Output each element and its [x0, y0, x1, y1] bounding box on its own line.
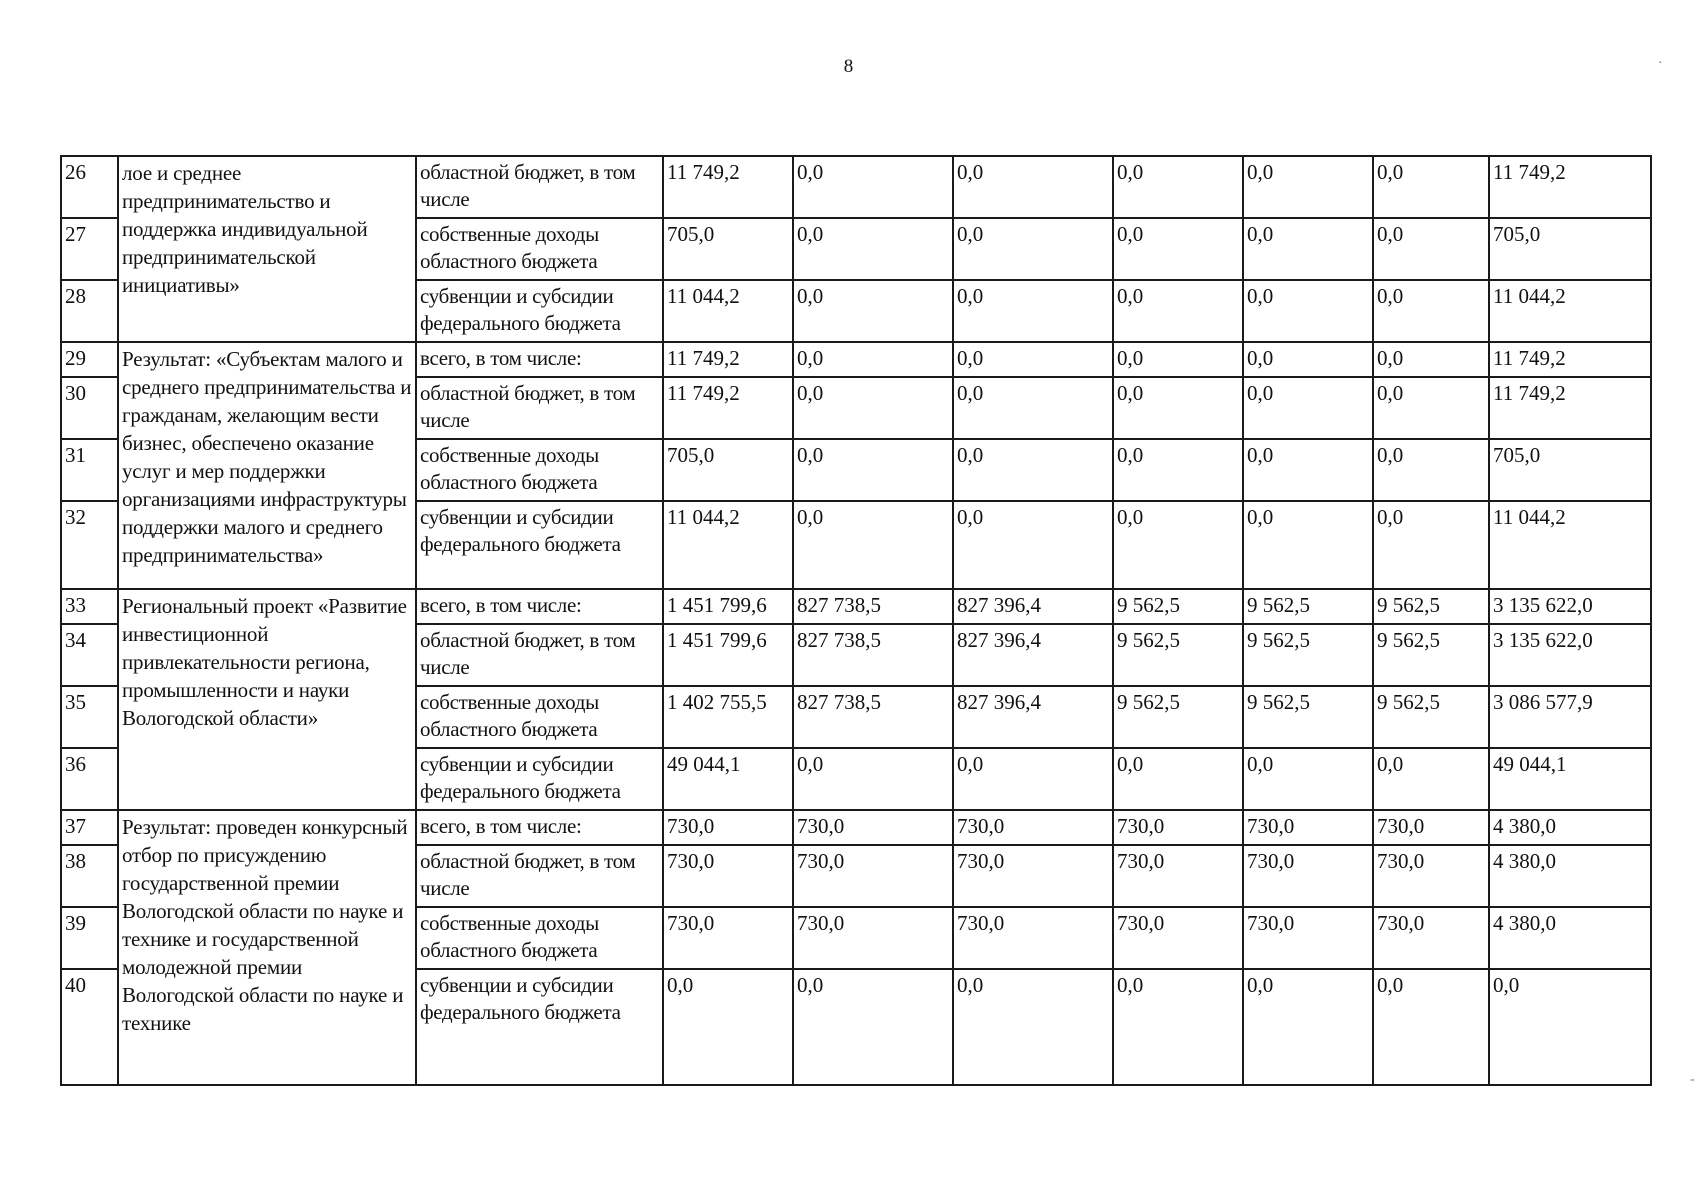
total-value-cell: 4 380,0 [1489, 810, 1651, 845]
row-number: 38 [61, 845, 118, 907]
row-number: 36 [61, 748, 118, 810]
total-value-cell: 4 380,0 [1489, 845, 1651, 907]
year-value-cell: 827 396,4 [953, 686, 1113, 748]
year-value-cell: 0,0 [1373, 218, 1489, 280]
year-value-cell: 0,0 [1243, 218, 1373, 280]
year-value-cell: 0,0 [953, 377, 1113, 439]
year-value-cell: 0,0 [1243, 156, 1373, 218]
year-value-cell: 9 562,5 [1113, 589, 1243, 624]
year-value-cell: 1 451 799,6 [663, 624, 793, 686]
year-value-cell: 0,0 [1243, 439, 1373, 501]
year-value-cell: 0,0 [1243, 501, 1373, 589]
year-value-cell: 827 396,4 [953, 589, 1113, 624]
year-value-cell: 0,0 [1243, 280, 1373, 342]
year-value-cell: 49 044,1 [663, 748, 793, 810]
funding-source: всего, в том числе: [416, 589, 663, 624]
row-number: 29 [61, 342, 118, 377]
year-value-cell: 0,0 [1113, 969, 1243, 1085]
year-value-cell: 827 738,5 [793, 624, 953, 686]
year-value-cell: 0,0 [793, 280, 953, 342]
funding-source: собственные доходы областного бюджета [416, 686, 663, 748]
funding-source: собственные доходы областного бюджета [416, 218, 663, 280]
year-value-cell: 0,0 [953, 280, 1113, 342]
funding-source: субвенции и субсидии федерального бюджета [416, 280, 663, 342]
year-value-cell: 0,0 [1113, 342, 1243, 377]
row-number: 32 [61, 501, 118, 589]
row-number: 35 [61, 686, 118, 748]
table-row [61, 342, 1651, 377]
year-value-cell: 730,0 [793, 907, 953, 969]
total-value-cell: 705,0 [1489, 439, 1651, 501]
year-value-cell: 0,0 [793, 218, 953, 280]
funding-source: собственные доходы областного бюджета [416, 907, 663, 969]
table-row [61, 810, 1651, 845]
total-value-cell: 3 086 577,9 [1489, 686, 1651, 748]
funding-source: областной бюджет, в том числе [416, 377, 663, 439]
year-value-cell: 705,0 [663, 439, 793, 501]
row-number: 26 [61, 156, 118, 218]
year-value-cell: 0,0 [793, 156, 953, 218]
year-value-cell: 730,0 [1243, 845, 1373, 907]
year-value-cell: 0,0 [793, 439, 953, 501]
year-value-cell: 0,0 [793, 748, 953, 810]
year-value-cell: 0,0 [953, 439, 1113, 501]
funding-source: областной бюджет, в том числе [416, 845, 663, 907]
funding-source: областной бюджет, в том числе [416, 156, 663, 218]
row-number: 37 [61, 810, 118, 845]
total-value-cell: 11 749,2 [1489, 342, 1651, 377]
year-value-cell: 0,0 [1243, 377, 1373, 439]
total-value-cell: 11 749,2 [1489, 156, 1651, 218]
year-value-cell: 0,0 [1113, 156, 1243, 218]
measure-description: Результат: проведен конкурсный отбор по присуждению государственной премии Вологодской области по науке и технике и государственной молодежной премии Вологодской области по науке и технике [118, 810, 416, 1085]
measure-description: лое и среднее предпринимательство и поддержка индивидуальной предпринимательской инициативы» [118, 156, 416, 342]
funding-source: всего, в том числе: [416, 810, 663, 845]
year-value-cell: 827 738,5 [793, 686, 953, 748]
table-row [61, 156, 1651, 218]
funding-source: собственные доходы областного бюджета [416, 439, 663, 501]
year-value-cell: 0,0 [793, 969, 953, 1085]
year-value-cell: 0,0 [1113, 218, 1243, 280]
year-value-cell: 11 749,2 [663, 342, 793, 377]
year-value-cell: 9 562,5 [1373, 624, 1489, 686]
row-number: 39 [61, 907, 118, 969]
table-row [61, 589, 1651, 624]
page-number: 8 [843, 56, 854, 77]
funding-source: субвенции и субсидии федерального бюджета [416, 501, 663, 589]
year-value-cell: 0,0 [793, 501, 953, 589]
year-value-cell: 0,0 [1373, 156, 1489, 218]
funding-source: всего, в том числе: [416, 342, 663, 377]
year-value-cell: 9 562,5 [1243, 686, 1373, 748]
total-value-cell: 11 044,2 [1489, 501, 1651, 589]
total-value-cell: 11 044,2 [1489, 280, 1651, 342]
year-value-cell: 0,0 [953, 501, 1113, 589]
total-value-cell: 49 044,1 [1489, 748, 1651, 810]
year-value-cell: 730,0 [1243, 907, 1373, 969]
year-value-cell: 705,0 [663, 218, 793, 280]
year-value-cell: 0,0 [953, 218, 1113, 280]
year-value-cell: 9 562,5 [1243, 624, 1373, 686]
year-value-cell: 730,0 [1243, 810, 1373, 845]
year-value-cell: 730,0 [1113, 907, 1243, 969]
year-value-cell: 0,0 [1373, 280, 1489, 342]
row-number: 31 [61, 439, 118, 501]
year-value-cell: 730,0 [663, 907, 793, 969]
year-value-cell: 730,0 [1373, 810, 1489, 845]
year-value-cell: 730,0 [793, 845, 953, 907]
year-value-cell: 0,0 [1113, 439, 1243, 501]
year-value-cell: 9 562,5 [1243, 589, 1373, 624]
measure-description: Региональный проект «Развитие инвестиционной привлекательности региона, промышленности и науки Вологодской области» [118, 589, 416, 810]
row-number: 34 [61, 624, 118, 686]
total-value-cell: 0,0 [1489, 969, 1651, 1085]
year-value-cell: 827 738,5 [793, 589, 953, 624]
row-number: 33 [61, 589, 118, 624]
year-value-cell: 0,0 [1373, 377, 1489, 439]
funding-source: субвенции и субсидии федерального бюджета [416, 969, 663, 1085]
year-value-cell: 0,0 [793, 377, 953, 439]
year-value-cell: 730,0 [953, 845, 1113, 907]
row-number: 40 [61, 969, 118, 1085]
year-value-cell: 0,0 [1243, 342, 1373, 377]
year-value-cell: 827 396,4 [953, 624, 1113, 686]
year-value-cell: 9 562,5 [1373, 686, 1489, 748]
total-value-cell: 705,0 [1489, 218, 1651, 280]
year-value-cell: 0,0 [1243, 748, 1373, 810]
year-value-cell: 730,0 [663, 810, 793, 845]
year-value-cell: 0,0 [1243, 969, 1373, 1085]
year-value-cell: 730,0 [953, 810, 1113, 845]
year-value-cell: 0,0 [1373, 748, 1489, 810]
year-value-cell: 11 749,2 [663, 377, 793, 439]
year-value-cell: 9 562,5 [1373, 589, 1489, 624]
year-value-cell: 11 749,2 [663, 156, 793, 218]
row-number: 27 [61, 218, 118, 280]
year-value-cell: 0,0 [1113, 280, 1243, 342]
measure-description: Результат: «Субъектам малого и среднего предпринимательства и гражданам, желающим вести бизнес, обеспечено оказание услуг и мер поддержки организациями инфраструктуры поддержки малого и среднего предпринимательства» [118, 342, 416, 589]
year-value-cell: 730,0 [663, 845, 793, 907]
year-value-cell: 730,0 [1373, 907, 1489, 969]
year-value-cell: 730,0 [793, 810, 953, 845]
year-value-cell: 0,0 [1113, 748, 1243, 810]
year-value-cell: 730,0 [1113, 810, 1243, 845]
year-value-cell: 0,0 [1113, 501, 1243, 589]
year-value-cell: 730,0 [1373, 845, 1489, 907]
year-value-cell: 0,0 [1373, 501, 1489, 589]
year-value-cell: 11 044,2 [663, 280, 793, 342]
row-number: 30 [61, 377, 118, 439]
year-value-cell: 0,0 [953, 969, 1113, 1085]
year-value-cell: 1 402 755,5 [663, 686, 793, 748]
scan-artifact-mark: - [1690, 1072, 1695, 1087]
year-value-cell: 0,0 [1373, 969, 1489, 1085]
year-value-cell: 1 451 799,6 [663, 589, 793, 624]
total-value-cell: 3 135 622,0 [1489, 589, 1651, 624]
year-value-cell: 0,0 [793, 342, 953, 377]
year-value-cell: 0,0 [953, 156, 1113, 218]
budget-table-body [61, 156, 1651, 1085]
funding-source: субвенции и субсидии федерального бюджета [416, 748, 663, 810]
year-value-cell: 0,0 [1113, 377, 1243, 439]
year-value-cell: 0,0 [663, 969, 793, 1085]
year-value-cell: 730,0 [953, 907, 1113, 969]
scan-artifact-mark: · [1658, 56, 1663, 71]
year-value-cell: 9 562,5 [1113, 624, 1243, 686]
total-value-cell: 4 380,0 [1489, 907, 1651, 969]
year-value-cell: 0,0 [1373, 342, 1489, 377]
year-value-cell: 0,0 [953, 342, 1113, 377]
total-value-cell: 3 135 622,0 [1489, 624, 1651, 686]
year-value-cell: 0,0 [953, 748, 1113, 810]
total-value-cell: 11 749,2 [1489, 377, 1651, 439]
year-value-cell: 0,0 [1373, 439, 1489, 501]
funding-source: областной бюджет, в том числе [416, 624, 663, 686]
year-value-cell: 730,0 [1113, 845, 1243, 907]
year-value-cell: 11 044,2 [663, 501, 793, 589]
row-number: 28 [61, 280, 118, 342]
year-value-cell: 9 562,5 [1113, 686, 1243, 748]
budget-table [60, 155, 1652, 1086]
